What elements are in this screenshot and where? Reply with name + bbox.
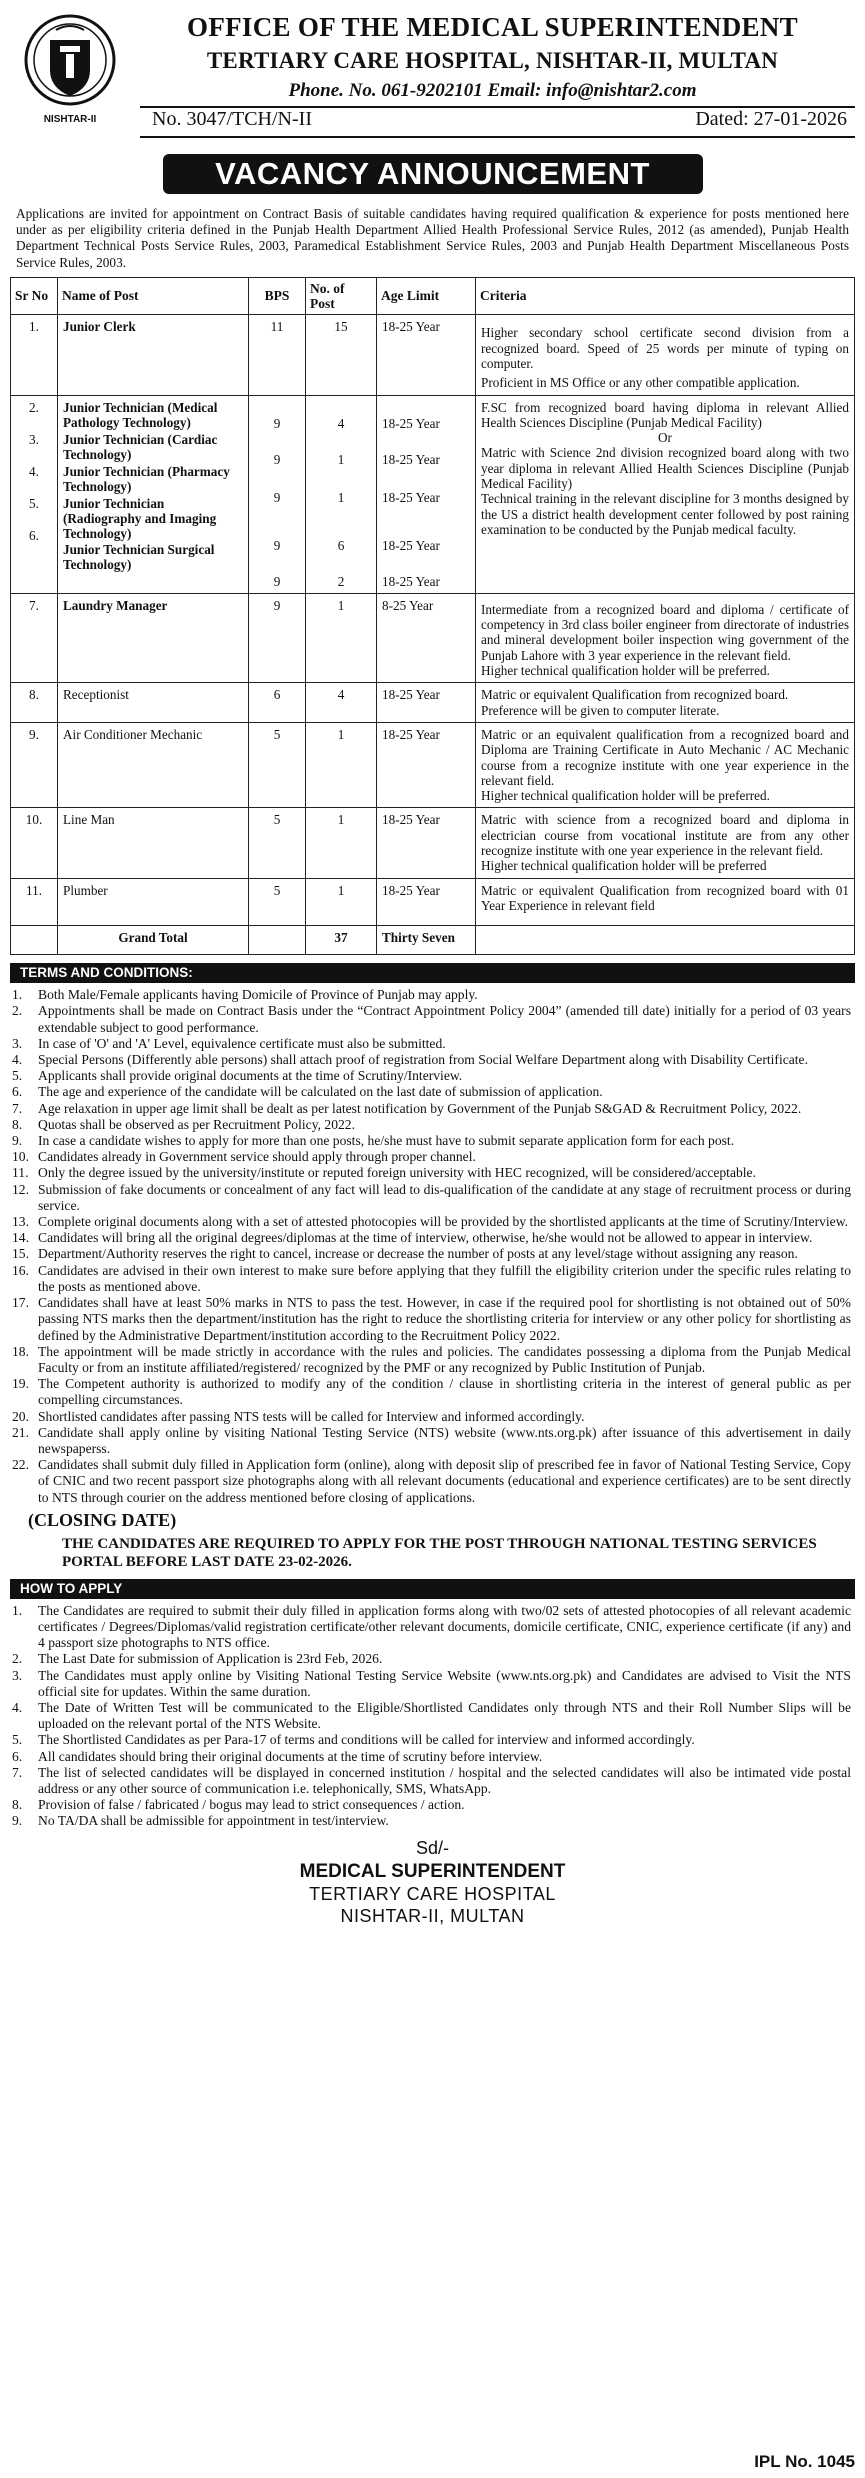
- post-cell: Laundry Manager: [58, 593, 249, 682]
- col-age-limit: Age Limit: [377, 277, 476, 315]
- sr-value: 3.: [29, 431, 39, 447]
- list-item-number: 16.: [12, 1262, 29, 1278]
- posts-count-cell: 4: [306, 683, 377, 723]
- list-item-number: 7.: [12, 1764, 23, 1780]
- bps-value: 9: [273, 537, 281, 553]
- list-item-number: 13.: [12, 1214, 29, 1230]
- sr-cell: [11, 395, 58, 593]
- list-item: [10, 1230, 851, 1246]
- list-item-text: The list of selected candidates will be displayed in concerned institution / hospital and the selected candidates will also be intimated vide postal address or any other source of communication i.e. telephonically, SMS, WhatsApp.: [38, 1764, 851, 1796]
- criteria-text: Intermediate from a recognized board and diploma / certificate of competency in 3rd class boiler engineer from directorate of industries and mineral development boiler inspection wing government of the Punjab Lahore with 3 year experience in the relevant field.: [481, 601, 849, 663]
- list-item-number: 3.: [12, 1667, 23, 1683]
- criteria-text: Preference will be given to computer literate.: [481, 702, 720, 718]
- bps-cell: 9: [249, 593, 306, 682]
- table-row: [11, 593, 855, 682]
- list-item: [10, 1149, 851, 1165]
- vacancy-banner: VACANCY ANNOUNCEMENT: [163, 154, 703, 194]
- signatory-org-line1: TERTIARY CARE HOSPITAL: [309, 1883, 556, 1904]
- col-criteria: Criteria: [476, 277, 855, 315]
- list-item-text: The Candidates are required to submit their duly filled in application forms along with two/02 sets of attested photocopies of all relevant academic certificates / Degrees/Diplomas/valid registration certificate/other relevant documents, domicile certificate, CNIC, experience certificate (if any) and 4 passport size photographs to NTS office.: [38, 1602, 851, 1651]
- list-item-number: 7.: [12, 1100, 23, 1116]
- list-item: [10, 1700, 851, 1732]
- list-item-text: The Shortlisted Candidates as per Para-17 of terms and conditions will be called for interview and informed accordingly.: [38, 1732, 695, 1748]
- posts-count-value: 1: [337, 489, 345, 505]
- list-item-number: 22.: [12, 1457, 29, 1473]
- age-value: 18-25 Year: [382, 415, 440, 431]
- reference-line: [140, 108, 847, 136]
- table-header-row: [11, 277, 855, 315]
- post-name: Junior Technician (Cardiac Technology): [63, 431, 218, 462]
- grand-total-words: Thirty Seven: [377, 926, 476, 955]
- signatory-org-line2: NISHTAR-II, MULTAN: [340, 1905, 525, 1926]
- list-item-text: Age relaxation in upper age limit shall be dealt as per latest notification by Government of the Punjab S&GAD & Recruitment Policy, 2022.: [38, 1100, 802, 1116]
- age-cell: 18-25 Year: [377, 722, 476, 807]
- terms-heading-bar: [10, 963, 855, 983]
- criteria-text: Matric or equivalent Qualification from recognized board.: [481, 687, 789, 703]
- criteria-text: Higher technical qualification holder will be preferred.: [481, 788, 770, 804]
- header-divider-bottom: [140, 136, 855, 138]
- table-row: [11, 878, 855, 926]
- criteria-cell: [476, 722, 855, 807]
- list-item: [10, 1765, 851, 1797]
- how-to-apply-heading: HOW TO APPLY: [20, 1580, 123, 1596]
- posts-count-cell: [306, 395, 377, 593]
- age-cell: 18-25 Year: [377, 683, 476, 723]
- list-item: [10, 1263, 851, 1295]
- col-bps: BPS: [249, 277, 306, 315]
- criteria-text: F.SC from recognized board having diploma in relevant Allied Health Sciences Discipline (Punjab Medical Facility): [481, 399, 849, 430]
- post-cell: Receptionist: [58, 683, 249, 723]
- list-item: [10, 1133, 851, 1149]
- list-item-number: 14.: [12, 1230, 29, 1246]
- signatory-designation: MEDICAL SUPERINTENDENT: [299, 1860, 566, 1882]
- posts-count-cell: 1: [306, 878, 377, 926]
- bps-value: 9: [273, 573, 281, 589]
- criteria-text: Higher technical qualification holder will be preferred: [481, 858, 767, 874]
- list-item-text: Special Persons (Differently able persons) shall attach proof of registration from Social Welfare Department along with Disability Certificate.: [38, 1052, 808, 1068]
- list-item-text: Both Male/Female applicants having Domicile of Province of Punjab may apply.: [38, 987, 478, 1003]
- sr-cell: 7.: [11, 593, 58, 682]
- list-item: [10, 1376, 851, 1408]
- sr-value: 4.: [29, 463, 39, 479]
- age-cell: 18-25 Year: [377, 315, 476, 395]
- closing-date-heading: (CLOSING DATE): [28, 1509, 177, 1530]
- sr-value: 2.: [29, 399, 39, 415]
- list-item-text: Complete original documents along with a set of attested photocopies will be provided by the shortlisted applicants at the time of Scrutiny/Interview.: [38, 1214, 849, 1230]
- posts-count-cell: 1: [306, 593, 377, 682]
- post-cell: Air Conditioner Mechanic: [58, 722, 249, 807]
- list-item-number: 20.: [12, 1408, 29, 1424]
- age-cell: [377, 395, 476, 593]
- bps-cell: 5: [249, 878, 306, 926]
- list-item-number: 1.: [12, 1602, 23, 1618]
- posts-count-value: 4: [337, 415, 345, 431]
- list-item-number: 1.: [12, 987, 23, 1003]
- sr-cell: 8.: [11, 683, 58, 723]
- intro-paragraph: Applications are invited for appointment on Contract Basis of suitable candidates having required qualification & experience for posts mentioned here under as per eligibility criteria defined in the Punjab Health Department Allied Health Professional Service Rules, 2012 (as amended), Punjab Health Department Technical Posts Service Rules, 2003, Paramedical Establishment Service Rules, 2003 and Punjab Health Department Miscellaneous Posts Service Rules, 2003.: [16, 206, 849, 270]
- list-item: [10, 1182, 851, 1214]
- office-title: OFFICE OF THE MEDICAL SUPERINTENDENT: [187, 12, 798, 42]
- list-item-number: 5.: [12, 1068, 23, 1084]
- criteria-text: Matric or an equivalent qualification from a recognized board and Diploma are Training Certificate in Auto Mechanic / AC Mechanic course from a recognize institute with one year experience in the relevant field.: [481, 726, 849, 788]
- posts-count-cell: 1: [306, 808, 377, 878]
- col-sr-no: Sr No: [11, 277, 58, 315]
- list-item-text: Submission of fake documents or concealment of any fact will lead to dis-qualification of the candidate at any stage of recruitment process or during service.: [38, 1181, 851, 1213]
- col-no-of-post: No. of Post: [306, 277, 377, 315]
- list-item-number: 8.: [12, 1116, 23, 1132]
- list-item-text: Provision of false / fabricated / bogus may lead to strict consequences / action.: [38, 1797, 465, 1813]
- age-value: 18-25 Year: [382, 537, 440, 553]
- logo-text: NISHTAR-II: [43, 114, 97, 125]
- list-item-text: No TA/DA shall be admissible for appointment in test/interview.: [38, 1813, 389, 1829]
- contact-line: Phone. No. 061-9202101 Email: info@nishtar2.com: [288, 80, 697, 101]
- posts-count-cell: 1: [306, 722, 377, 807]
- criteria-text: Matric with science from a recognized board and diploma in electrician course from vocational institute are from any other recognize institute with one year experience in the relevant field.: [481, 812, 849, 859]
- terms-list: [10, 987, 855, 1506]
- list-item-number: 15.: [12, 1246, 29, 1262]
- list-item-text: Candidates shall submit duly filled in Application form (online), along with deposit slip of prescribed fee in favor of National Testing Service, Copy of CNIC and two recent passport size photographs along with all relevant documents (educational and experience certificates) are to be sent directly to NTS through courier on the address mentioned before closing of applications.: [38, 1457, 851, 1505]
- table-row-group: [11, 395, 855, 593]
- empty-cell: [249, 926, 306, 955]
- criteria-text: Matric with Science 2nd division recognized board along with two year diploma in relevant Allied Health Sciences Discipline (Punjab Medical Facility): [481, 445, 849, 492]
- list-item-text: Candidates are advised in their own interest to make sure before applying that they fulfill the eligibility criterion under the specific rules relating to the posts as mentioned above.: [38, 1262, 851, 1294]
- list-item-text: The Candidates must apply online by Visiting National Testing Service Website (www.nts.org.pk) and Candidates are advised to Visit the NTS official site for updates. Within the same duration.: [38, 1667, 851, 1699]
- list-item-number: 10.: [12, 1149, 29, 1165]
- list-item-number: 21.: [12, 1424, 29, 1440]
- bps-value: 9: [273, 489, 281, 505]
- age-cell: 8-25 Year: [377, 593, 476, 682]
- list-item: [10, 1651, 851, 1667]
- posts-count-value: 6: [337, 537, 345, 553]
- ipl-number: IPL No. 1045: [754, 2452, 855, 2471]
- list-item: [10, 987, 851, 1003]
- list-item: [10, 1749, 851, 1765]
- posts-count-value: 2: [337, 573, 345, 589]
- empty-cell: [476, 926, 855, 955]
- grand-total-row: [11, 926, 855, 955]
- list-item: [10, 1295, 851, 1344]
- grand-total-count: 37: [306, 926, 377, 955]
- list-item-number: 8.: [12, 1797, 23, 1813]
- list-item: [10, 1036, 851, 1052]
- post-name: Junior Technician (Radiography and Imaging Technology): [63, 495, 217, 542]
- criteria-cell: [476, 593, 855, 682]
- sr-value: 6.: [29, 527, 39, 543]
- post-name: Junior Technician (Medical Pathology Technology): [63, 399, 218, 430]
- vacancy-table: [10, 277, 855, 955]
- empty-cell: [11, 926, 58, 955]
- hospital-logo-icon: [22, 10, 118, 130]
- terms-heading: TERMS AND CONDITIONS:: [20, 965, 193, 981]
- list-item-text: The Competent authority is authorized to modify any of the condition / clause in shortlisting criteria in the interest of general public as per compelling circumstances.: [38, 1376, 851, 1408]
- col-name-of-post: Name of Post: [58, 277, 249, 315]
- sr-cell: 1.: [11, 315, 58, 395]
- bps-cell: [249, 395, 306, 593]
- age-cell: 18-25 Year: [377, 878, 476, 926]
- age-value: 18-25 Year: [382, 451, 440, 467]
- posts-count-value: 1: [337, 451, 345, 467]
- list-item-text: Applicants shall provide original documents at the time of Scrutiny/Interview.: [38, 1068, 463, 1084]
- list-item-text: Candidates will bring all the original degrees/diplomas at the time of interview, otherwise, he/she would not be allowed to appear in interview.: [38, 1230, 813, 1246]
- post-cell: Junior Clerk: [58, 315, 249, 395]
- list-item: [10, 1425, 851, 1457]
- list-item: [10, 1214, 851, 1230]
- post-cell: Plumber: [58, 878, 249, 926]
- list-item: [10, 1668, 851, 1700]
- list-item: [10, 1117, 851, 1133]
- post-cell: Line Man: [58, 808, 249, 878]
- table-row: [11, 315, 855, 395]
- criteria-cell: [476, 808, 855, 878]
- grand-total-label: Grand Total: [58, 926, 249, 955]
- bps-cell: 11: [249, 315, 306, 395]
- bps-cell: 5: [249, 722, 306, 807]
- list-item-number: 3.: [12, 1035, 23, 1051]
- list-item-number: 18.: [12, 1343, 29, 1359]
- criteria-text: Higher technical qualification holder will be preferred.: [481, 663, 770, 679]
- criteria-cell: [476, 395, 855, 593]
- criteria-cell: [476, 878, 855, 926]
- list-item-number: 9.: [12, 1133, 23, 1149]
- list-item-text: Candidate shall apply online by visiting National Testing Service (NTS) website (www.nts.org.pk) after issuance of this advertisement in daily newspaperss.: [38, 1424, 851, 1456]
- list-item: [10, 1068, 851, 1084]
- sr-cell: 9.: [11, 722, 58, 807]
- list-item: [10, 1246, 851, 1262]
- list-item-text: The Date of Written Test will be communicated to the Eligible/Shortlisted Candidates only through NTS and their Roll Number Slips will be uploaded on the relevant portal of the NTS Website.: [38, 1699, 851, 1732]
- list-item-number: 12.: [12, 1181, 29, 1197]
- criteria-cell: [476, 683, 855, 723]
- list-item-text: Only the degree issued by the university/institute or reputed foreign university with HEC recognized, will be considered/acceptable.: [38, 1165, 756, 1181]
- list-item-text: The appointment will be made strictly in accordance with the rules and policies. The candidates possessing a diploma from the Punjab Medical Faculty or from an institute affiliated/registered/ recognized by the PMF or any recognized by Public Institution of Punjab.: [38, 1343, 851, 1375]
- criteria-cell: [476, 315, 855, 395]
- post-name: Junior Technician (Pharmacy Technology): [63, 463, 230, 494]
- list-item: [10, 1344, 851, 1376]
- signature-sd: Sd/-: [415, 1837, 449, 1858]
- bps-cell: 6: [249, 683, 306, 723]
- table-row: [11, 683, 855, 723]
- list-item-text: Quotas shall be observed as per Recruitment Policy, 2022.: [38, 1116, 355, 1132]
- bps-value: 9: [273, 451, 281, 467]
- vacancy-document: [10, 6, 855, 1926]
- list-item: [10, 1603, 851, 1652]
- list-item-number: 2.: [12, 1003, 23, 1019]
- how-to-apply-list: [10, 1603, 855, 1830]
- list-item: [10, 1003, 851, 1035]
- list-item-text: Candidates shall have at least 50% marks in NTS to pass the test. However, in case if the required pool for shortlisting is not obtained out of 50% passing NTS marks then the department/institution has the right to reduce the shortlisting criteria for interview or any other policy for shortlisting as defined by the Administrative Department/institution according to the Recruitment Policy 2022.: [38, 1295, 851, 1343]
- list-item-number: 2.: [12, 1651, 23, 1667]
- age-value: 18-25 Year: [382, 573, 440, 589]
- sr-value: 5.: [29, 495, 39, 511]
- letterhead: [10, 6, 855, 146]
- list-item: [10, 1732, 851, 1748]
- bps-cell: 5: [249, 808, 306, 878]
- list-item-text: Appointments shall be made on Contract Basis under the “Contract Appointment Policy 2004” (amended till date) initially for a period of 03 years extendable subject to good performance.: [38, 1003, 851, 1035]
- age-value: 18-25 Year: [382, 489, 440, 505]
- closing-notice: THE CANDIDATES ARE REQUIRED TO APPLY FOR THE POST THROUGH NATIONAL TESTING SERVICES PORTAL BEFORE LAST DATE 23-02-2026.: [62, 1535, 817, 1570]
- issue-date: Dated: 27-01-2026: [695, 108, 847, 130]
- list-item-number: 4.: [12, 1699, 23, 1715]
- how-to-apply-heading-bar: [10, 1579, 855, 1599]
- list-item-number: 11.: [12, 1165, 29, 1181]
- criteria-text: Higher secondary school certificate second division from a recognized board. Speed of 25 words per minute of typing on computer.: [481, 325, 849, 371]
- post-cell: [58, 395, 249, 593]
- list-item: [10, 1409, 851, 1425]
- sr-cell: 10.: [11, 808, 58, 878]
- sr-cell: 11.: [11, 878, 58, 926]
- criteria-text: Technical training in the relevant discipline for 3 months designed by the US a district health development center followed by post raining examination to be conducted by the Punjab medical faculty.: [481, 491, 849, 537]
- criteria-text: Proficient in MS Office or any other compatible application.: [481, 375, 800, 391]
- age-cell: 18-25 Year: [377, 808, 476, 878]
- list-item: [10, 1165, 851, 1181]
- reference-number: No. 3047/TCH/N-II: [152, 108, 312, 130]
- list-item-text: All candidates should bring their original documents at the time of scrutiny before interview.: [38, 1748, 543, 1764]
- list-item-number: 6.: [12, 1084, 23, 1100]
- list-item: [10, 1101, 851, 1117]
- list-item-text: In case a candidate wishes to apply for more than one posts, he/she must have to submit separate application form for each post.: [38, 1133, 735, 1149]
- list-item-number: 19.: [12, 1376, 29, 1392]
- table-row: [11, 808, 855, 878]
- posts-count-cell: 15: [306, 315, 377, 395]
- signature-block: [10, 1837, 855, 1926]
- list-item-number: 17.: [12, 1295, 29, 1311]
- list-item-text: In case of 'O' and 'A' Level, equivalence certificate must also be submitted.: [38, 1035, 446, 1051]
- list-item: [10, 1457, 851, 1506]
- list-item-number: 4.: [12, 1052, 23, 1068]
- list-item-text: Shortlisted candidates after passing NTS tests will be called for Interview and informed accordingly.: [38, 1408, 585, 1424]
- list-item: [10, 1797, 851, 1813]
- list-item: [10, 1084, 851, 1100]
- list-item-text: Department/Authority reserves the right to cancel, increase or decrease the number of posts at any level/stage without assigning any reason.: [38, 1246, 798, 1262]
- table-row: [11, 722, 855, 807]
- list-item-text: Candidates already in Government service should apply through proper channel.: [38, 1149, 476, 1165]
- bps-value: 9: [273, 415, 281, 431]
- criteria-or: Or: [658, 430, 672, 446]
- post-name: Junior Technician Surgical Technology): [63, 541, 215, 572]
- list-item-text: The age and experience of the candidate will be calculated on the last date of submission of application.: [38, 1084, 603, 1100]
- criteria-text: Matric or equivalent Qualification from recognized board with 01 Year Experience in relevant field: [481, 882, 849, 913]
- list-item-number: 9.: [12, 1813, 23, 1829]
- list-item: [10, 1052, 851, 1068]
- list-item-number: 5.: [12, 1732, 23, 1748]
- hospital-name: TERTIARY CARE HOSPITAL, NISHTAR-II, MULTAN: [206, 48, 779, 73]
- list-item: [10, 1813, 851, 1829]
- list-item-number: 6.: [12, 1748, 23, 1764]
- list-item-text: The Last Date for submission of Application is 23rd Feb, 2026.: [38, 1651, 383, 1667]
